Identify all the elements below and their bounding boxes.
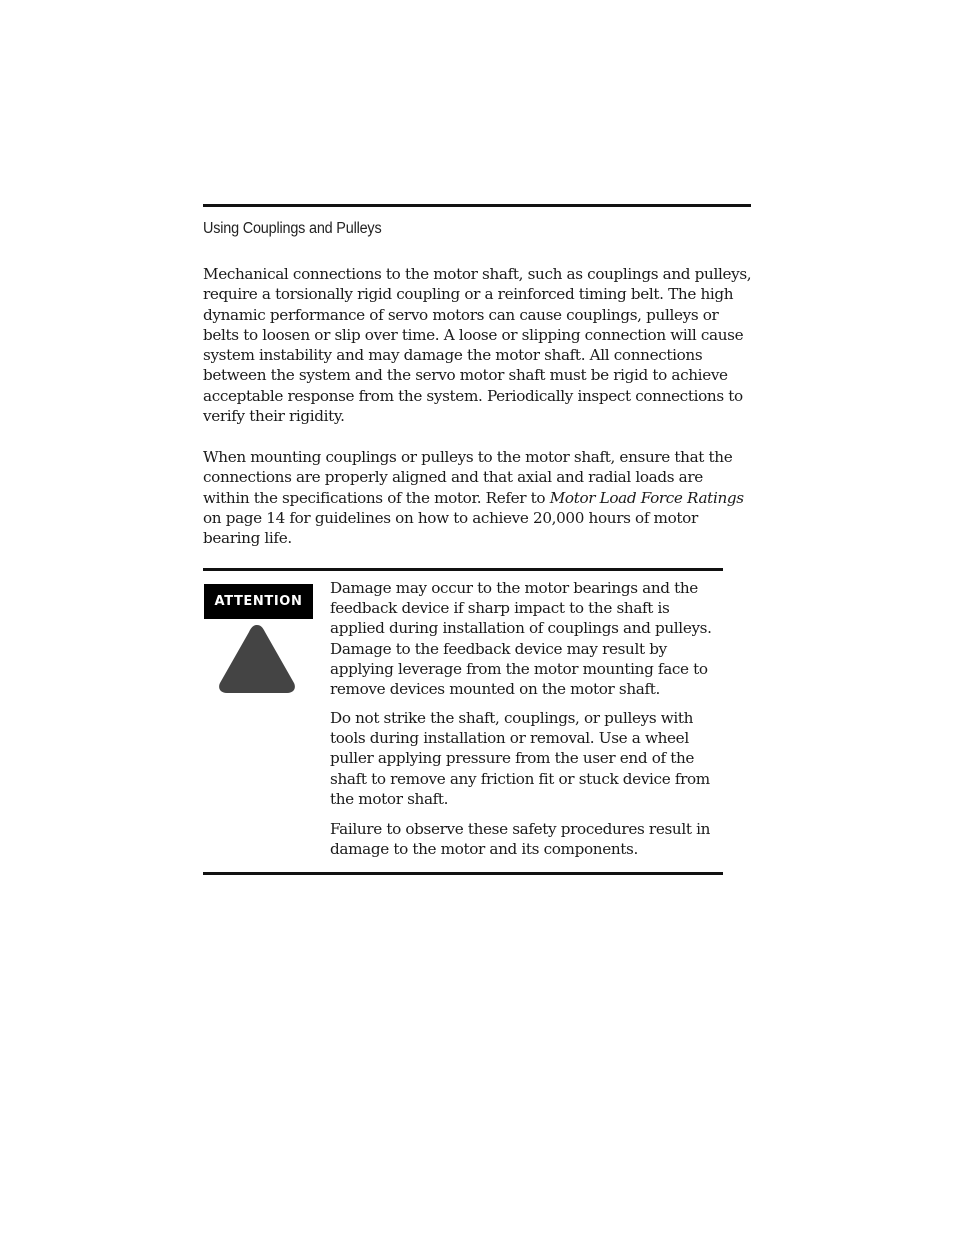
section-top-rule	[203, 204, 751, 207]
warning-triangle-icon	[217, 623, 297, 695]
warning-triangle-shape	[219, 625, 295, 693]
attention-paragraph-damage: Damage may occur to the motor bearings and the feedback device if sharp impact to the shaft is applied during installation of couplings and pulleys. Damage to the feedback device may result by applying leverage from the motor mounting face to remove devices mounted on the motor shaft.	[330, 579, 712, 699]
attention-notice	[203, 568, 723, 875]
attention-paragraph-tools: Do not strike the shaft, couplings, or pulleys with tools during installation or removal. Use a wheel puller applying pressure from the user end of the shaft to remove any friction fit or stuck device from the motor shaft.	[330, 709, 710, 808]
paragraph-text: on page 14 for guidelines on how to achieve 20,000 hours of motor bearing life.	[203, 508, 698, 548]
body-paragraph-couplings: Mechanical connections to the motor shaft, such as couplings and pulleys, require a torsionally rigid coupling or a reinforced timing belt. The high dynamic performance of servo motors can cause couplings, pulleys or belts to loosen or slip over time. A loose or slipping connection will cause system instability and may damage the motor shaft. All connections between the system and the servo motor shaft must be rigid to achieve acceptable response from the system. Periodically inspect connections to verify their rigidity.	[203, 265, 752, 426]
cross-reference-link[interactable]: Motor Load Force Ratings	[549, 488, 744, 507]
paragraph-text: When mounting couplings or pulleys to the motor shaft, ensure that the connections are properly aligned and that axial and radial loads are within the specifications of the motor. Refer to	[203, 448, 733, 507]
section-heading: Using Couplings and Pulleys	[203, 220, 382, 237]
attention-badge: ATTENTION	[204, 584, 313, 619]
attention-top-rule	[203, 568, 723, 571]
body-paragraph-mounting	[203, 447, 753, 548]
attention-bottom-rule	[203, 872, 723, 875]
attention-paragraph-failure: Failure to observe these safety procedures result in damage to the motor and its components.	[330, 820, 711, 859]
